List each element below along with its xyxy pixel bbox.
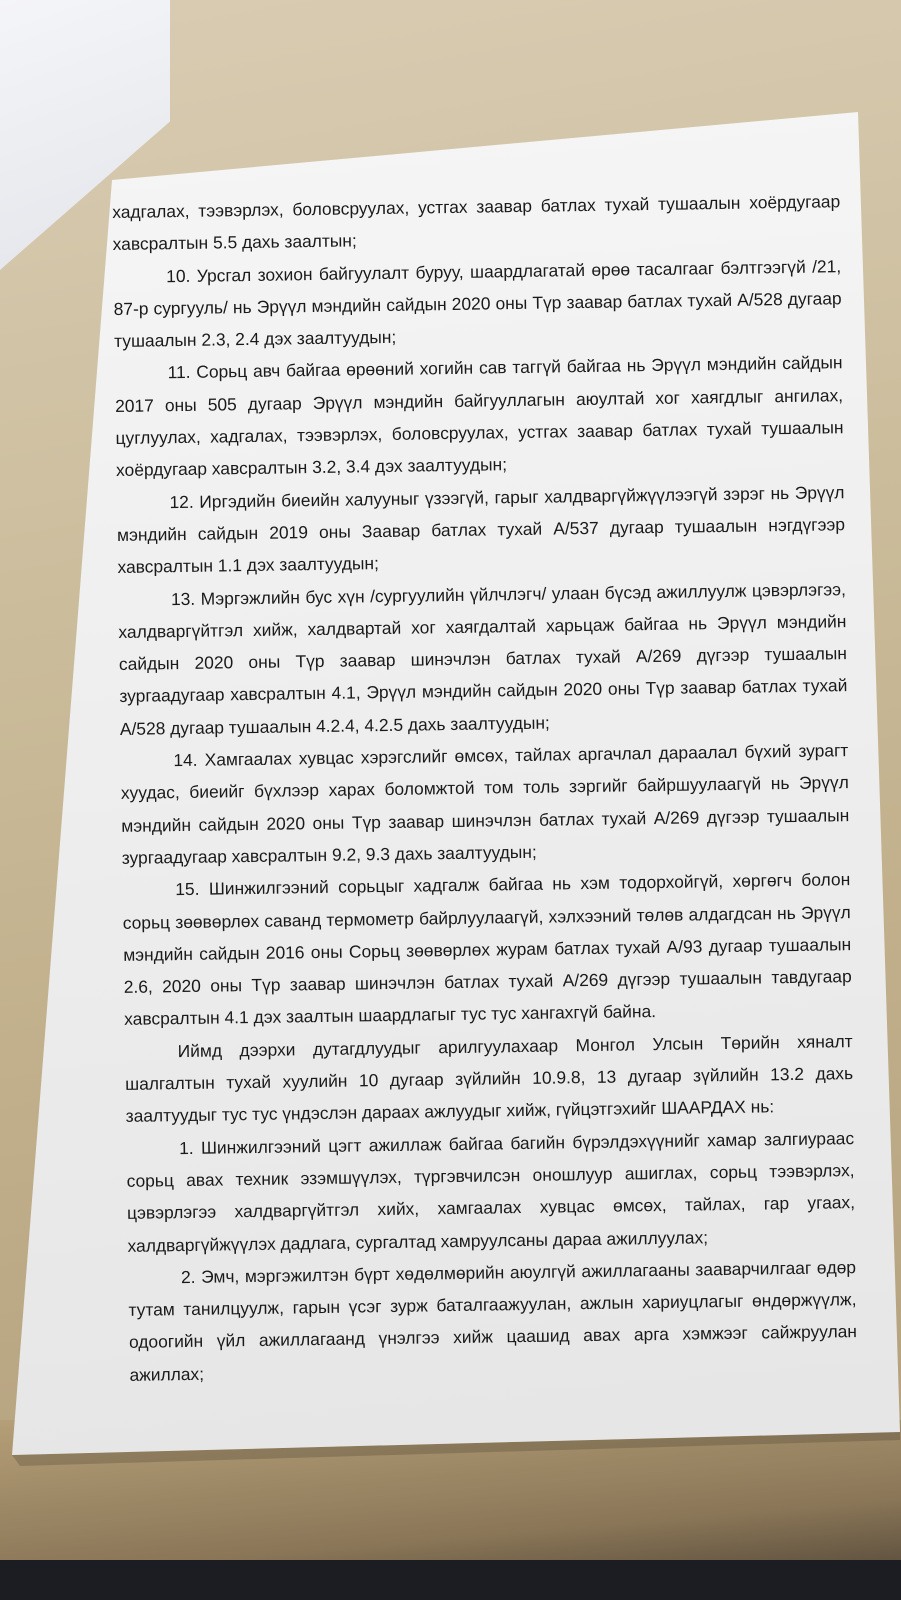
desk-edge [0, 1560, 901, 1600]
paragraph-item-15: 15. Шинжилгээний сорьцыг хадгалж байгаа нь хэм тодорхойгүй, хөргөгч болон сорьц зөөвөрлөх саванд термометр байрлуулаагүй, хэлхээний төлөв алдагдсан нь Эрүүл мэндийн сайдын 2016 оны Сорьц зөөвөрлөх журам батлах тухай А/93 дугаар тушаалын 2.6, 2020 оны Түр заавар шинэчлэн батлах тухай А/269 дүгээр тушаалын тавдугаар хавсралтын 4.1 дэх заалтын шаардлагыг тус тус хангахгүй байна. [122, 869, 852, 1030]
paragraph-item-12: 12. Иргэдийн биеийн халууныг үзээгүй, гарыг халдваргүйжүүлээгүй зэрэг нь Эрүүл мэндийн сайдын 2019 оны Заавар батлах тухай А/537 дугаар тушаалын нэгдүгээр хавсралтын 1.1 дэх заалтуудын; [116, 481, 846, 578]
paragraph-item-14: 14. Хамгаалах хувцас хэрэгслийг өмсөх, тайлах аргачлал дараалал бүхий зурагт хуудас, биеийг бүхлээр харах боломжтой том толь зэргийг байршуулаагүй нь Эрүүл мэндийн сайдын 2020 оны Түр заавар шинэчлэн батлах тухай А/269 дүгээр тушаалын зургаадугаар хавсралтын 9.2, 9.3 дахь заалтуудын; [120, 740, 850, 868]
paragraph-demand: Иймд дээрхи дутагдлуудыг арилгуулахаар Монгол Улсын Төрийн хяналт шалгалтын тухай хуулийн 10 дугаар зүйлийн 10.9.8, 13 дугаар зүйлийн 13.2 дахь заалтуудыг тус тус үндэслэн дараах ажлуудыг хийж, гүйцэтгэхийг ШААРДАХ нь: [125, 1030, 854, 1127]
paragraph-requirement-1: 1. Шинжилгээний цэгт ажиллаж байгаа багийн бүрэлдэхүүнийг хамар залгиураас сорьц авах техник эзэмшүүлэх, түргэвчилсэн оношлуур ашиглах, сорьц тээвэрлэх, цэвэрлэгээ халдваргүйтгэл хийх, хамгаалах хувцас өмсөх, тайлах, гар угаах, халдваргүйжүүлэх дадлага, сургалтад хамруулсаны дараа ажиллуулах; [126, 1127, 856, 1256]
paragraph-item-13: 13. Мэргэжлийн бус хүн /сургуулийн үйлчлэгч/ улаан бүсэд ажиллуулж цэвэрлэгээ, халдваргүйтгэл хийж, халдвартай хог хаягдалтай харьцаж байгаа нь Эрүүл мэндийн сайдын 2020 оны Түр заавар шинэчлэн батлах тухай А/269 дүгээр тушаалын зургаадугаар хавсралтын 4.1, Эрүүл мэндийн сайдын 2020 оны Түр заавар батлах тухай А/528 дугаар тушаалын 4.2.4, 4.2.5 дахь заалтуудын; [118, 578, 848, 739]
paragraph-item-10: 10. Урсгал зохион байгуулалт буруу, шаардлагатай өрөө тасалгааг бэлтгээгүй /21, 87-р сургууль/ нь Эрүүл мэндийн сайдын 2020 оны Түр заавар батлах тухай А/528 дугаар тушаалын 2.3, 2.4 дэх заалтуудын; [113, 255, 842, 352]
paragraph-requirement-2: 2. Эмч, мэргэжилтэн бүрт хөдөлмөрийн аюулгүй ажиллагааны зааварчилгааг өдөр тутам танилцуулж, гарын үсэг зурж баталгаажуулан, ажлын хариуцлагыг өндөржүүлж, одоогийн үйл ажиллагаанд үнэлгээ хийж цаашид авах арга хэмжээг сайжруулан ажиллах; [128, 1256, 858, 1385]
document-body [112, 185, 858, 1391]
paragraph-0: хадгалах, тээвэрлэх, боловсруулах, устгах заавар батлах тухай тушаалын хоёрдугаар хавсралтын 5.5 дахь заалтын; [112, 191, 841, 255]
paragraph-item-11: 11. Сорьц авч байгаа өрөөний хогийн сав таггүй байгаа нь Эрүүл мэндийн сайдын 2017 оны 505 дугаар Эрүүл мэндийн байгууллагын аюултай хог хаягдлыг ангилах, цуглуулах, хадгалах, тээвэрлэх, боловсруулах, устгах заавар батлах тухай тушаалын хоёрдугаар хавсралтын 3.2, 3.4 дэх заалтуудын; [114, 352, 844, 481]
